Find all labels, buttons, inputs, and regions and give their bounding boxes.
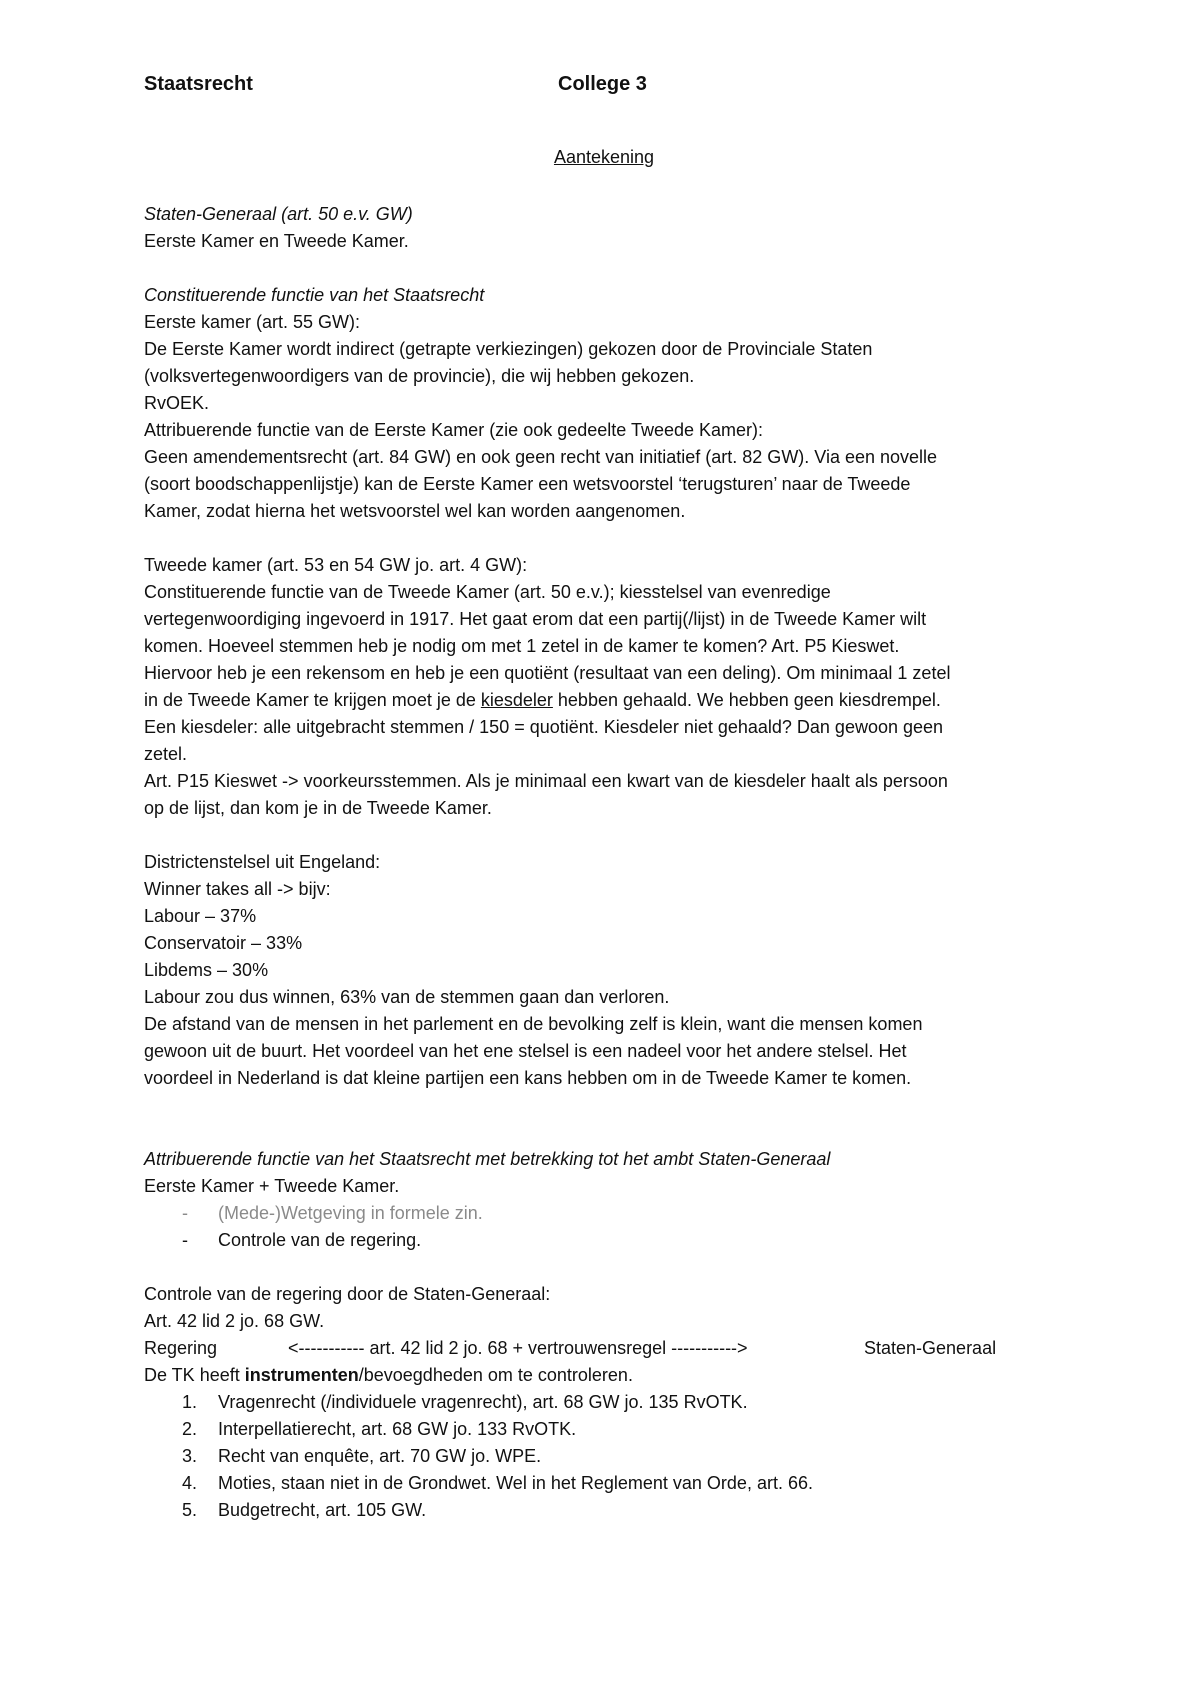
paragraph-line-instrumenten xyxy=(144,1362,1064,1389)
blank-line xyxy=(144,822,1064,849)
bullet-mark: - xyxy=(182,1203,188,1223)
subheading-text: Aantekening xyxy=(553,147,655,167)
title-row xyxy=(144,73,1064,103)
paragraph-line: zetel. xyxy=(144,744,188,764)
paragraph-line: op de lijst, dan kom je in de Tweede Kamer. xyxy=(144,798,492,818)
blank-lines xyxy=(144,1092,1064,1146)
paragraph-line: De afstand van de mensen in het parlement en de bevolking zelf is klein, want die mensen komen xyxy=(144,1014,923,1034)
bullet-item xyxy=(144,1227,1064,1254)
paragraph-line: Geen amendementsrecht (art. 84 GW) en ook geen recht van initiatief (art. 82 GW). Via een novelle xyxy=(144,447,938,467)
section-title-sg: Staten-Generaal (art. 50 e.v. GW) xyxy=(144,204,413,224)
paragraph-line: Eerste Kamer + Tweede Kamer. xyxy=(144,1176,400,1196)
item-text: Budgetrecht, art. 105 GW. xyxy=(218,1500,427,1520)
item-number: 1. xyxy=(182,1392,198,1412)
course-title: Staatsrecht xyxy=(144,73,253,95)
numbered-item xyxy=(144,1389,1064,1416)
blank-line xyxy=(144,255,1064,282)
paragraph-line: gewoon uit de buurt. Het voordeel van het ene stelsel is een nadeel voor het andere stelsel. Het xyxy=(144,1041,907,1061)
paragraph-line: voordeel in Nederland is dat kleine partijen een kans hebben om in de Tweede Kamer te komen. xyxy=(144,1068,912,1088)
paragraph-line: Een kiesdeler: alle uitgebracht stemmen / 150 = quotiënt. Kiesdeler niet gehaald? Dan gewoon geen xyxy=(144,717,944,737)
paragraph-line: Libdems – 30% xyxy=(144,960,269,980)
paragraph-line: komen. Hoeveel stemmen heb je nodig om met 1 zetel in de kamer te komen? Art. P5 Kieswet. xyxy=(144,636,900,656)
paragraph-line: Eerste kamer (art. 55 GW): xyxy=(144,312,361,332)
paragraph-line: RvOEK. xyxy=(144,393,210,413)
blank-line xyxy=(144,1254,1064,1281)
section-title-attribuerend: Attribuerende functie van het Staatsrecht met betrekking tot het ambt Staten-Generaal xyxy=(144,1149,831,1169)
underlined-term: kiesdeler xyxy=(480,690,553,710)
text-run: De TK heeft xyxy=(144,1365,245,1385)
paragraph-line: Attribuerende functie van de Eerste Kamer (zie ook gedeelte Tweede Kamer): xyxy=(144,420,764,440)
paragraph-line: Tweede kamer (art. 53 en 54 GW jo. art. 4 GW): xyxy=(144,555,528,575)
text-run: in de Tweede Kamer te krijgen moet je de xyxy=(144,690,481,710)
relation-arrow-text: <----------- art. 42 lid 2 jo. 68 + vertrouwensregel -----------> xyxy=(288,1338,748,1358)
paragraph-line: Districtenstelsel uit Engeland: xyxy=(144,852,381,872)
paragraph-line: Art. P15 Kieswet -> voorkeursstemmen. Als je minimaal een kwart van de kiesdeler haalt als persoon xyxy=(144,771,948,791)
paragraph-line: (volksvertegenwoordigers van de provincie), die wij hebben gekozen. xyxy=(144,366,695,386)
subheading xyxy=(144,147,1064,168)
item-number: 3. xyxy=(182,1446,198,1466)
item-text: Moties, staan niet in de Grondwet. Wel in het Reglement van Orde, art. 66. xyxy=(218,1473,813,1493)
item-number: 2. xyxy=(182,1419,198,1439)
paragraph-line: (soort boodschappenlijstje) kan de Eerste Kamer een wetsvoorstel ‘terugsturen’ naar de Tweede xyxy=(144,474,911,494)
paragraph-line: Art. 42 lid 2 jo. 68 GW. xyxy=(144,1311,325,1331)
staten-generaal-label: Staten-Generaal xyxy=(864,1338,997,1358)
numbered-item xyxy=(144,1497,1064,1524)
paragraph-line: Winner takes all -> bijv: xyxy=(144,879,331,899)
numbered-item xyxy=(144,1443,1064,1470)
item-text: Vragenrecht (/individuele vragenrecht), art. 68 GW jo. 135 RvOTK. xyxy=(218,1392,748,1412)
paragraph-line: Kamer, zodat hierna het wetsvoorstel wel kan worden aangenomen. xyxy=(144,501,686,521)
paragraph-line: vertegenwoordiging ingevoerd in 1917. Het gaat erom dat een partij(/lijst) in de Tweede Kamer wilt xyxy=(144,609,927,629)
numbered-item xyxy=(144,1416,1064,1443)
bullet-text: (Mede-)Wetgeving in formele zin. xyxy=(218,1203,483,1223)
bold-term: instrumenten xyxy=(244,1365,359,1385)
paragraph-line: Labour – 37% xyxy=(144,906,257,926)
item-text: Interpellatierecht, art. 68 GW jo. 133 RvOTK. xyxy=(218,1419,577,1439)
paragraph-line: De Eerste Kamer wordt indirect (getrapte verkiezingen) gekozen door de Provinciale Staten xyxy=(144,339,873,359)
bullet-item xyxy=(144,1200,1064,1227)
paragraph-line: Hiervoor heb je een rekensom en heb je een quotiënt (resultaat van een deling). Om minimaal 1 zetel xyxy=(144,663,951,683)
blank-line xyxy=(144,525,1064,552)
bullet-text: Controle van de regering. xyxy=(218,1230,422,1250)
lecture-title: College 3 xyxy=(558,73,647,95)
text-run: hebben gehaald. We hebben geen kiesdrempel. xyxy=(552,690,941,710)
notes-text xyxy=(144,201,1064,1524)
regering-label: Regering xyxy=(144,1338,218,1358)
text-run: /bevoegdheden om te controleren. xyxy=(358,1365,633,1385)
item-text: Recht van enquête, art. 70 GW jo. WPE. xyxy=(218,1446,542,1466)
item-number: 4. xyxy=(182,1473,198,1493)
paragraph-line: Eerste Kamer en Tweede Kamer. xyxy=(144,231,409,251)
paragraph-line: Labour zou dus winnen, 63% van de stemmen gaan dan verloren. xyxy=(144,987,670,1007)
item-number: 5. xyxy=(182,1500,198,1520)
numbered-item xyxy=(144,1470,1064,1497)
paragraph-line-kiesdeler xyxy=(144,687,1064,714)
paragraph-line: Conservatoir – 33% xyxy=(144,933,303,953)
paragraph-line: Controle van de regering door de Staten-Generaal: xyxy=(144,1284,551,1304)
bullet-mark: - xyxy=(182,1230,188,1250)
paragraph-line: Constituerende functie van de Tweede Kamer (art. 50 e.v.); kiesstelsel van evenredige xyxy=(144,582,831,602)
regering-relation-row xyxy=(144,1335,1064,1362)
section-title-constituerend: Constituerende functie van het Staatsrecht xyxy=(144,285,485,305)
